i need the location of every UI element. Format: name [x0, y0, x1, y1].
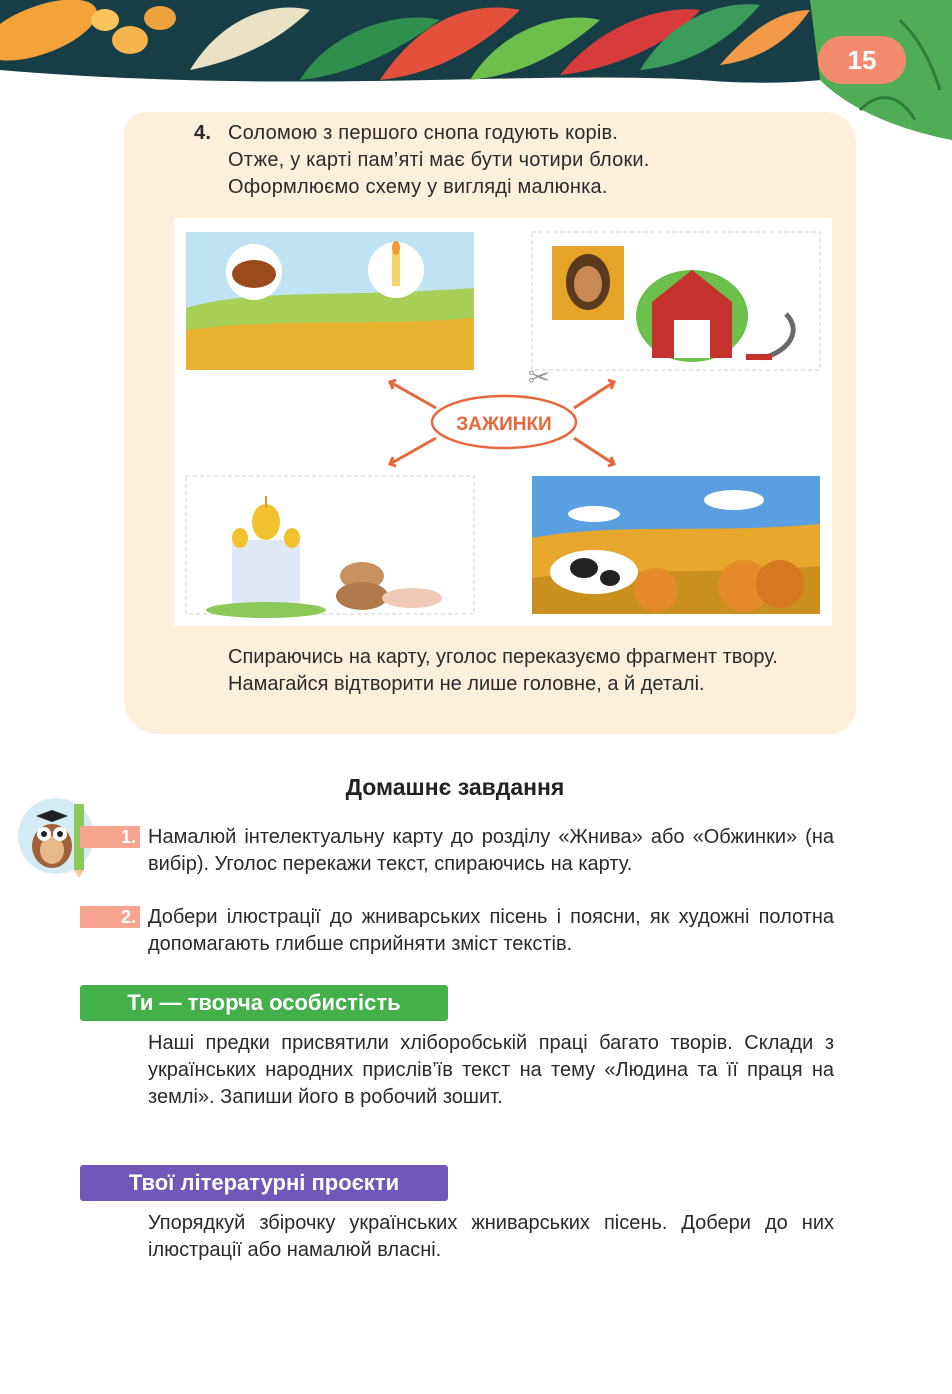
map-instructions [228, 644, 834, 698]
mind-map-illustration [174, 218, 832, 626]
homework-item-text: Намалюй інтелектуальну карту до розділу «Жнива» або «Обжинки» (на вибір). Уголос перекажи текст, спираючись на карту. [148, 826, 834, 875]
sickle-icon [764, 314, 793, 358]
homework-item-number: 1. [80, 826, 140, 848]
scissors-icon: ✂ [528, 363, 550, 393]
task-number: 4. [194, 122, 212, 144]
creative-section-label: Ти — творча особистість [80, 985, 448, 1021]
cow-field-image [532, 476, 820, 614]
homework-item-text: Добери ілюстрації до жниварських пісень і поясни, як художні полотна допомагають глибше сприйняти зміст текстів. [148, 906, 834, 955]
task-line-1: Соломою з першого снопа годують корів. [228, 122, 619, 144]
church-and-sacks-image [186, 476, 474, 618]
homework-title: Домашнє завдання [345, 774, 565, 800]
projects-section-label: Твої літературні проєкти [80, 1165, 448, 1201]
map-instruction-2: Намагайся відтворити не лише головне, а й деталі. [228, 673, 705, 695]
homework-item-number: 2. [80, 906, 140, 928]
task-4-text [194, 120, 834, 201]
creative-section-text: Наші предки присвятили хліборобській праці багато творів. Склади з українських народних прислів’їв текст на тему «Людина та її праця на землі». Запиши його в робочий зошит. [148, 1032, 834, 1108]
candle-icon [392, 252, 400, 286]
map-instruction-1: Спираючись на карту, уголос переказуємо фрагмент твору. [228, 646, 778, 668]
church-icon [232, 540, 300, 608]
page-number-badge: 15 [818, 36, 906, 84]
bread-icon [232, 260, 276, 288]
wheat-field-image [186, 232, 474, 370]
mind-map-center-label: ЗАЖИНКИ [456, 414, 552, 435]
hay-bale-icon [634, 568, 678, 612]
task-line-3: Оформлюємо схему у вигляді малюнка. [228, 176, 608, 198]
task-line-2: Отже, у карті пам’яті має бути чотири блоки. [228, 149, 650, 171]
projects-section-text: Упорядкуй збірочку українських жниварських пісень. Добери до них ілюстрації або намалюй власні. [148, 1212, 834, 1261]
icon-barn-sickle-image [532, 232, 820, 370]
